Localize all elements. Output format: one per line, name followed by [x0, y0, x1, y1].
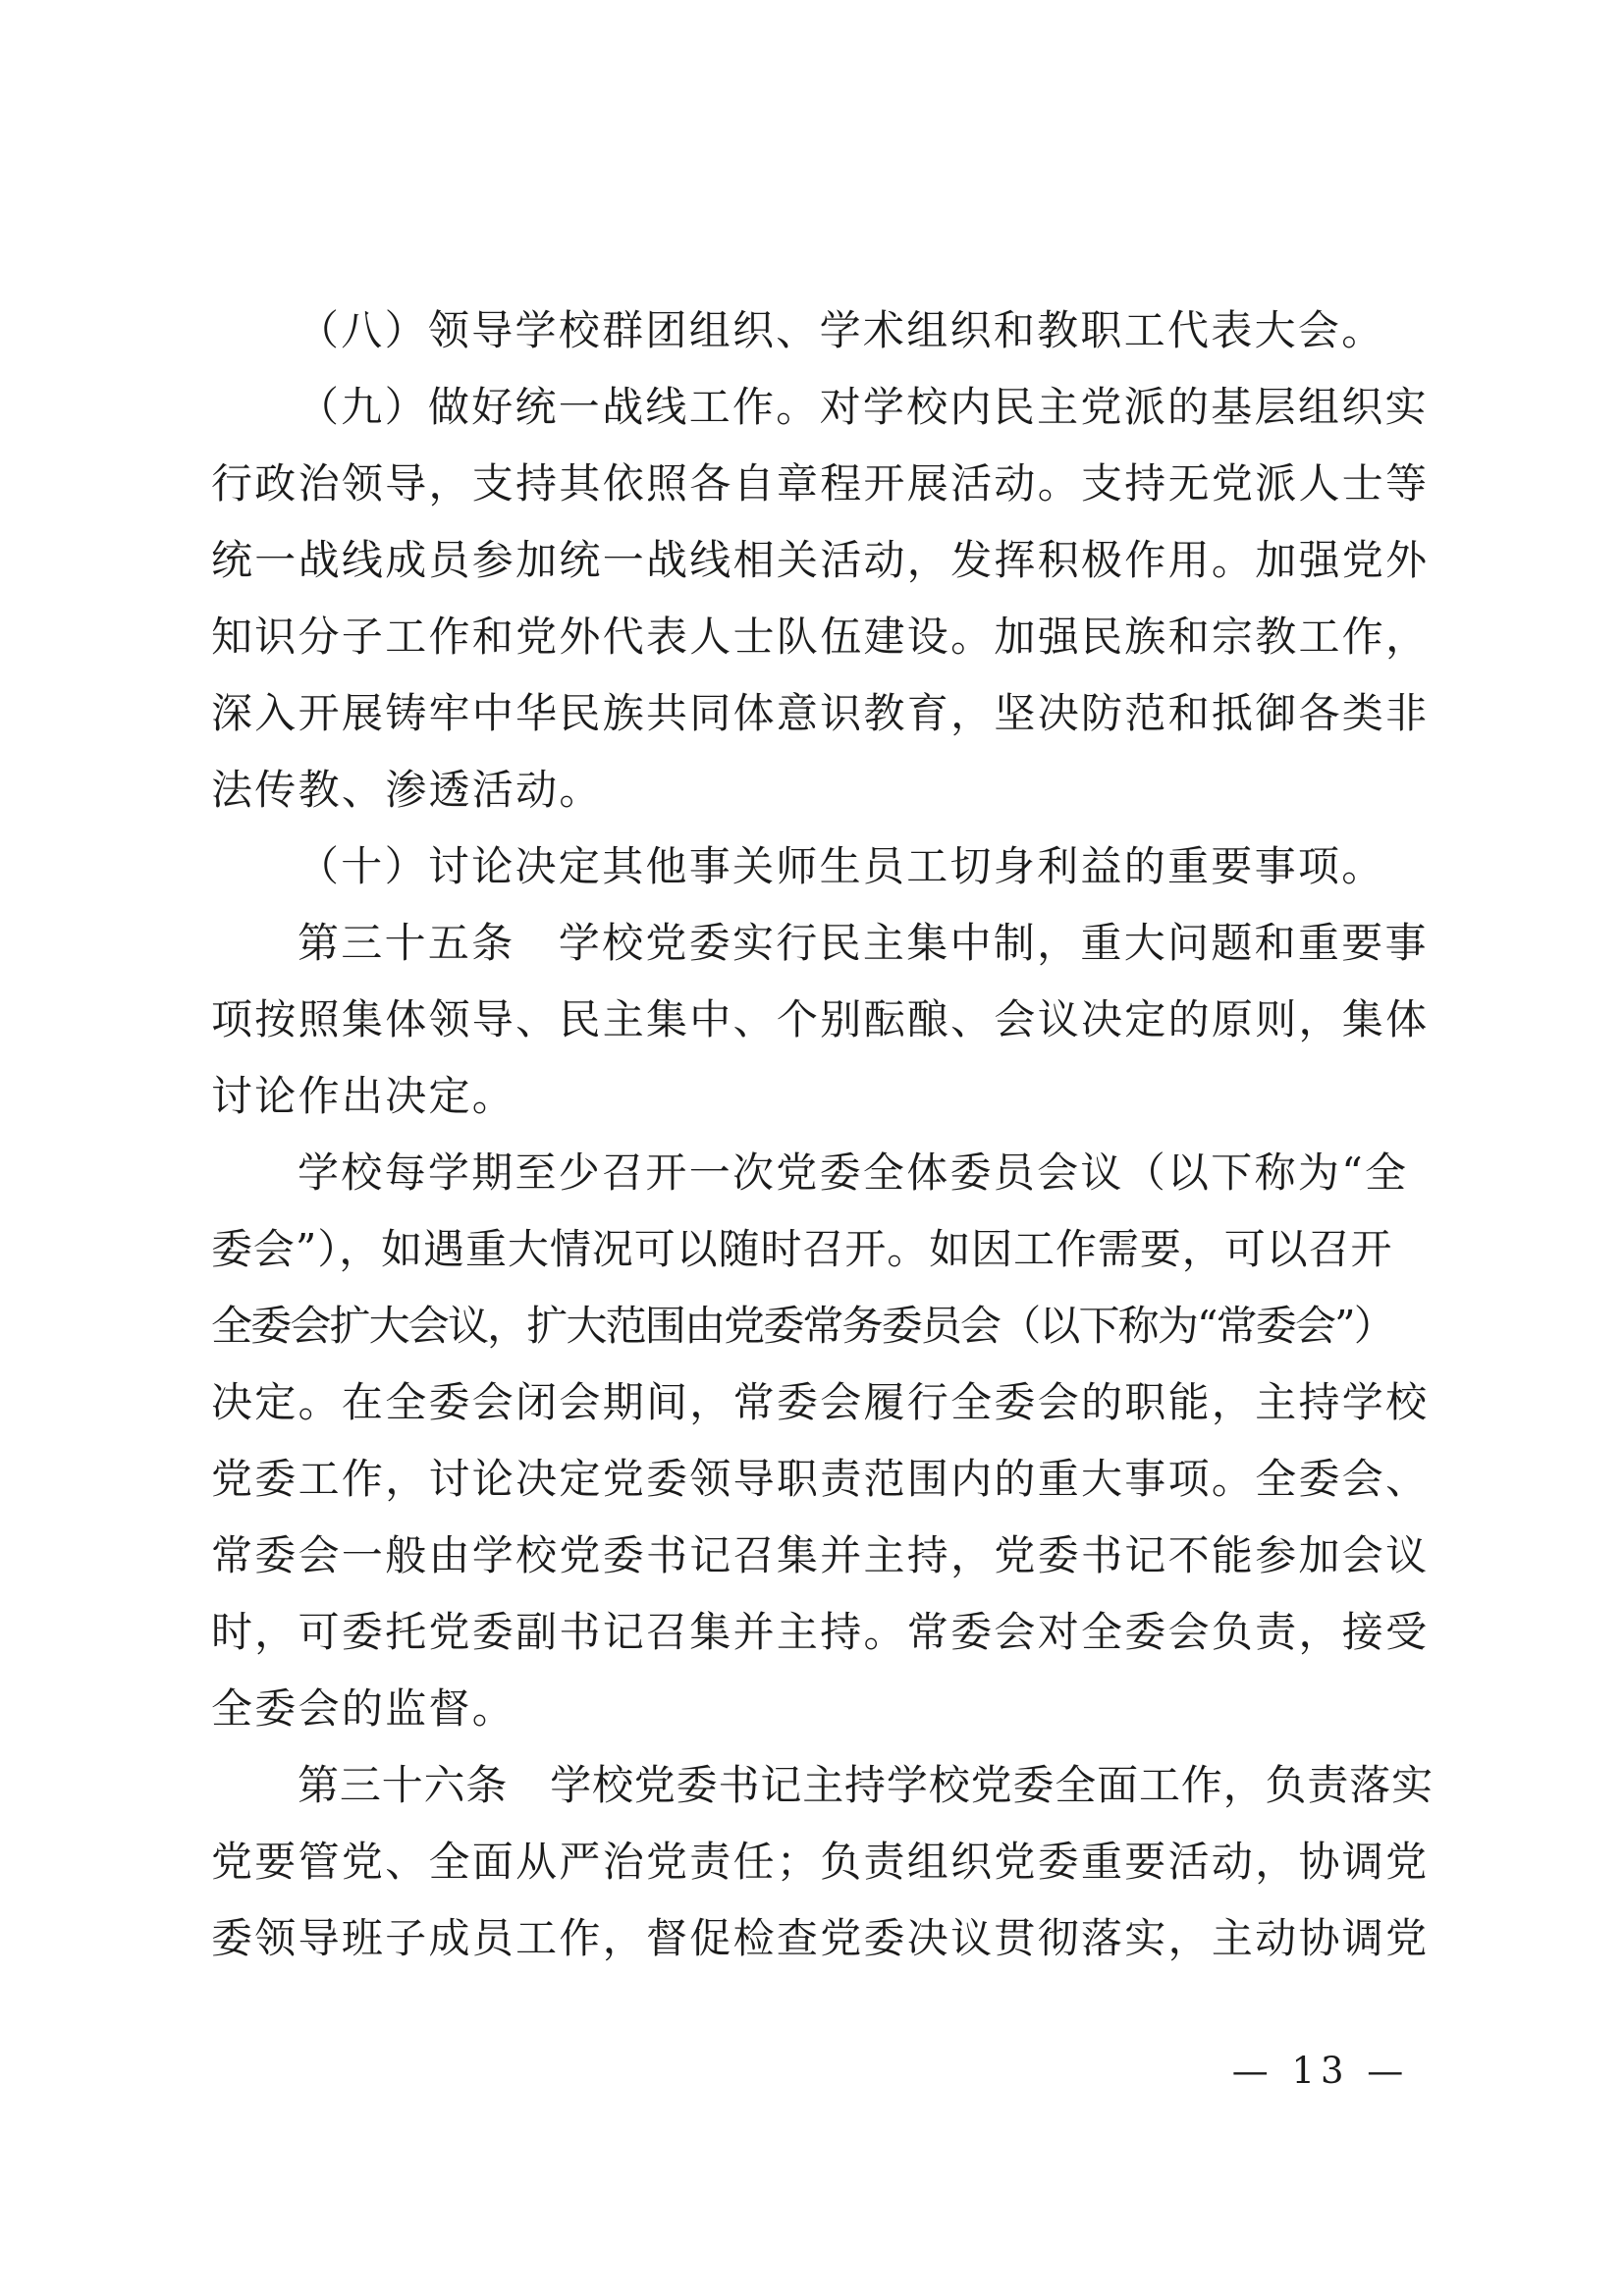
text-line: （八）领导学校群团组织、学术组织和教职工代表大会。 [298, 306, 1385, 354]
text-line: 时，可委托党委副书记召集并主持。常委会对全委会负责，接受 [211, 1608, 1430, 1656]
text-line: 全委会的监督。 [211, 1684, 516, 1733]
text-line: 决定。在全委会闭会期间，常委会履行全委会的职能，主持学校 [211, 1378, 1430, 1426]
text-line: 学校每学期至少召开一次党委全体委员会议（以下称为“全 [298, 1148, 1409, 1197]
page-number: — 13 — [1231, 2050, 1410, 2092]
text-line: 深入开展铸牢中华民族共同体意识教育，坚决防范和抵御各类非 [211, 689, 1430, 737]
text-line: （十）讨论决定其他事关师生员工切身利益的重要事项。 [298, 842, 1385, 890]
text-line: 行政治领导，支持其依照各自章程开展活动。支持无党派人士等 [211, 459, 1430, 507]
text-line: 党要管党、全面从严治党责任；负责组织党委重要活动，协调党 [211, 1838, 1430, 1886]
text-line: （九）做好统一战线工作。对学校内民主党派的基层组织实 [298, 383, 1429, 431]
text-line: 项按照集体领导、民主集中、个别酝酿、会议决定的原则，集体 [211, 995, 1430, 1043]
text-line: 统一战线成员参加统一战线相关活动，发挥积极作用。加强党外 [211, 536, 1430, 584]
text-line: 全委会扩大会议，扩大范围由党委常务委员会（以下称为“常委会”） [211, 1302, 1393, 1350]
text-line: 知识分子工作和党外代表人士队伍建设。加强民族和宗教工作， [211, 613, 1430, 661]
text-line: 党委工作，讨论决定党委领导职责范围内的重大事项。全委会、 [211, 1455, 1430, 1503]
document-body [211, 293, 1434, 1977]
text-line: 委领导班子成员工作，督促检查党委决议贯彻落实，主动协调党 [211, 1914, 1430, 1962]
text-line: 讨论作出决定。 [211, 1072, 516, 1120]
text-line: 第三十五条 学校党委实行民主集中制，重大问题和重要事 [298, 919, 1429, 967]
text-line: 第三十六条 学校党委书记主持学校党委全面工作，负责落实 [298, 1761, 1434, 1809]
text-line: 常委会一般由学校党委书记召集并主持，党委书记不能参加会议 [211, 1531, 1430, 1579]
text-line: 法传教、渗透活动。 [211, 766, 603, 814]
text-line: 委会”），如遇重大情况可以随时召开。如因工作需要，可以召开 [211, 1225, 1393, 1273]
